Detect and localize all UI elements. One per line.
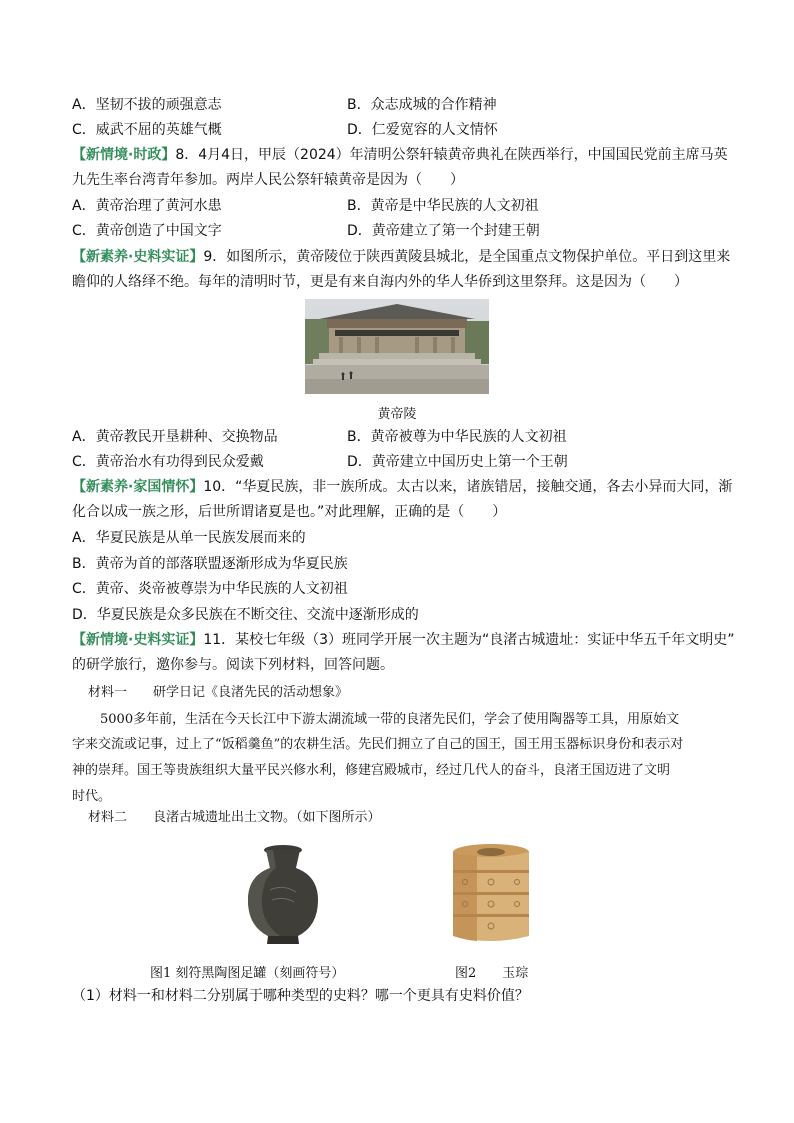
q7-option-b: B．众志成城的合作精神 (347, 97, 497, 113)
material-one-line-2: 字来交流或记事，过上了“饭稻羹鱼”的农耕生活。先民们拥立了自己的国王，国王用玉器标识身份和表示对 (72, 737, 684, 752)
q9-option-d: D．黄帝建立中国历史上第一个王朝 (347, 454, 568, 470)
q11-stem-text-1: 11．某校七年级（3）班同学开展一次主题为“良渚古城遗址：实证中华五千年文明史” (203, 632, 735, 648)
q8-tag: 【新情境·时政】 (72, 147, 176, 163)
q9-option-a: A．黄帝教民开垦耕种、交换物品 (72, 429, 278, 445)
q8-option-c: C．黄帝创造了中国文字 (72, 223, 222, 239)
figure-1-caption: 图1 刻符黑陶图足罐（刻画符号） (150, 966, 345, 981)
q10-tag: 【新素养·家国情怀】 (72, 479, 204, 495)
q9-stem-line-2: 瞻仰的人络绎不绝。每年的清明时节，更是有来自海内外的华人华侨到这里祭拜。这是因为（ ） (72, 274, 688, 290)
q9-stem-line-1 (72, 248, 730, 266)
material-one-title: 材料一 研学日记《良渚先民的活动想象》 (88, 685, 349, 700)
q7-option-d: D．仁爱宽容的人文情怀 (347, 122, 498, 138)
q11-stem-line-2: 的研学旅行，邀你参与。阅读下列材料，回答问题。 (72, 657, 394, 673)
material-two-title: 材料二 良渚古城遗址出土文物。（如下图所示） (88, 810, 381, 825)
q10-option-d: D．华夏民族是众多民族在不断交往、交流中逐渐形成的 (72, 607, 419, 623)
q10-stem-line-1 (72, 478, 732, 496)
q10-stem-text-1: 10．“华夏民族，非一族所成。太古以来，诸族错居，接触交通，各去小异而大同，渐 (203, 479, 733, 495)
q10-option-c: C．黄帝、炎帝被尊崇为中华民族的人文初祖 (72, 581, 348, 597)
q8-option-d: D．黄帝建立了第一个封建王朝 (347, 223, 540, 239)
q8-stem-text-1: 8．4月4日，甲辰（2024）年清明公祭轩辕黄帝典礼在陕西举行，中国国民党前主席马英 (175, 147, 728, 163)
material-one-line-1: 5000多年前，生活在今天长江中下游太湖流域一带的良渚先民们，学会了使用陶器等工具，用原始文 (100, 712, 680, 727)
q9-option-b: B．黄帝被尊为中华民族的人文初祖 (347, 429, 567, 445)
q11-stem-line-1 (72, 631, 735, 649)
black-pottery-jar-image (240, 842, 326, 946)
q8-stem-line-2: 九先生率台湾青年参加。两岸人民公祭轩辕黄帝是因为（ ） (72, 172, 464, 188)
figure-2-caption: 图2 玉琮 (455, 966, 529, 981)
q9-tag: 【新素养·史料实证】 (72, 249, 204, 265)
material-one-line-4: 时代。 (72, 789, 112, 804)
q8-option-a: A．黄帝治理了黄河水患 (72, 198, 222, 214)
q8-stem-line-1 (72, 146, 728, 164)
q11-subquestion-1: （1）材料一和材料二分别属于哪种类型的史料？哪一个更具有史料价值？ (72, 988, 529, 1004)
q7-option-a: A．坚韧不拔的顽强意志 (72, 97, 222, 113)
huangdi-mausoleum-caption: 黄帝陵 (377, 407, 417, 422)
q10-stem-line-2: 化合以成一族之形，后世所谓诸夏是也。”对此理解，正确的是（ ） (72, 504, 507, 520)
q9-option-c: C．黄帝治水有功得到民众爱戴 (72, 454, 264, 470)
q10-option-a: A．华夏民族是从单一民族发展而来的 (72, 530, 306, 546)
q7-option-c: C．威武不屈的英雄气概 (72, 122, 222, 138)
q9-stem-text-1: 9．如图所示，黄帝陵位于陕西黄陵县城北，是全国重点文物保护单位。平日到这里来 (203, 249, 731, 265)
q11-tag: 【新情境·史料实证】 (72, 632, 204, 648)
q8-option-b: B．黄帝是中华民族的人文初祖 (347, 198, 539, 214)
huangdi-mausoleum-image (305, 299, 489, 394)
jade-cong-image (445, 842, 537, 946)
material-one-line-3: 神的崇拜。国王等贵族组织大量平民兴修水利，修建宫殿城市，经过几代人的奋斗，良渚王国迈进了文明 (72, 763, 671, 778)
q10-option-b: B．黄帝为首的部落联盟逐渐形成为华夏民族 (72, 556, 348, 572)
